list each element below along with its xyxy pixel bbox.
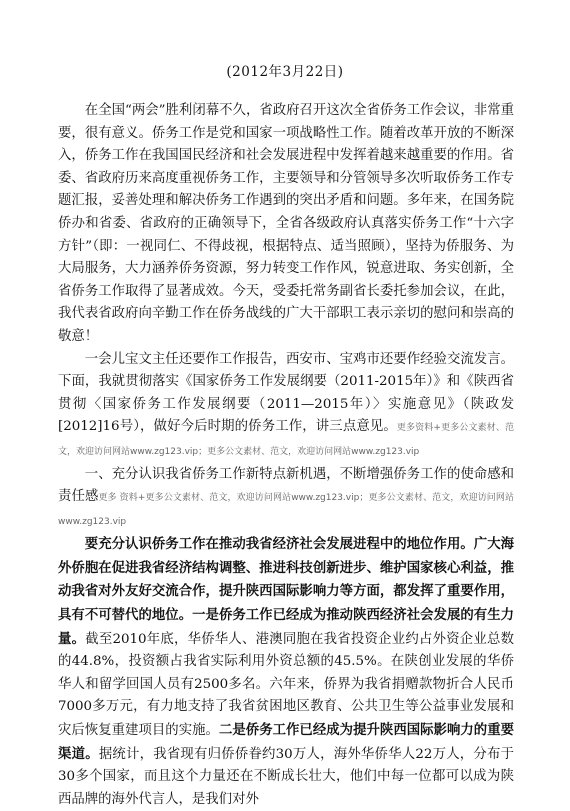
paragraph-intro: 在全国“两会”胜利闭幕不久，省政府召开这次全省侨务工作会议，非常重要，很有意义。侨务工作是党和国家一项战略性工作。随着改革开放的不断深入，侨务工作在我国国民经济和社会发展进程中发挥着越来越重要的作用。省委、省政府历来高度重视侨务工作，主要领导和分管领导多次听取侨务工作专题汇报，妥善处理和解决侨务工作遇到的突出矛盾和问题。多年来，在国务院侨办和省委、省政府的正确领导下，全省各级政府认真落实侨务工作“十六字方针”（即：一视同仁、不得歧视，根据特点、适当照顾），坚持为侨服务、为大局服务，大力涵养侨务资源，努力转变工作作风，锐意进取、务实创新，全省侨务工作取得了显著成效。今天，受委托常务副省长委托参加会议，在此，我代表省政府向辛勤工作在侨务战线的广大干部职工表示亲切的慰问和崇高的敬意！ bbox=[58, 103, 514, 344]
paragraph-outline bbox=[58, 349, 514, 464]
paragraph-outline-text: 一会儿宝文主任还要作工作报告，西安市、宝鸡市还要作经验交流发言。下面，我就贯彻落实《国家侨务工作发展纲要（2011-2015年）》和《陕西省贯彻〈国家侨务工作发展纲要（2011—2015年）〉实施意见》（陕政发[2012]16号），做好今后时期的侨务工作，讲三点意见。 bbox=[58, 351, 514, 435]
paragraph-role-text: 截至2010年底，华侨华人、港澳同胞在我省投资企业约占外资企业总数的44.8%，投资额占我省实际利用外资总额的45.5%。在陕创业发展的华侨华人和留学回国人员有2500多名。六年来，侨界为我省捐赠款物折合人民币7000多万元，有力地支持了我省贫困地区教育、公共卫生等公益事业发展和灾后恢复重建项目的实施。 bbox=[58, 631, 515, 739]
section-heading-text: 一、充分认识我省侨务工作新特点新机遇，不断增强侨务工作的使命感和责任感 bbox=[58, 466, 514, 505]
bold-sentence: 要充分认识侨务工作在推动我省经济社会发展进程中的地位作用。广大海外侨胞在促进我省经济结构调整、推进科技创新进步、维护国家核心利益，推动我省对外友好交流合作，提升陕西国际影响力等方面，都发挥了重要作用，具有不可替代的地位。一是侨务工作已经成为推动陕西经济社会发展的有生力量。 bbox=[58, 536, 514, 647]
document-body bbox=[58, 100, 514, 811]
paragraph-role-text-continued: 据统计，我省现有归侨侨眷约30万人，海外华侨华人22万人，分布于30多个国家，而且这个力量还在不断成长壮大，他们中每一位都可以成为陕西品牌的海外代言人，是我们对外 bbox=[58, 746, 514, 807]
document-date: (2012年3月22日) bbox=[226, 64, 344, 80]
paragraph-role bbox=[58, 533, 514, 811]
bold-sentence: 二是侨务工作已经成为提升陕西国际影响力的重要渠道。 bbox=[58, 722, 515, 762]
watermark-text: 更多资料+更多公文素材、范文，欢迎访问网站www.zg123.vip；更多公文素材、范文，欢迎访问网站www.zg123.vip bbox=[58, 423, 514, 457]
watermark-text: 更多 资料+更多公文素材、范文，欢迎访问网站www.zg123.vip；更多公文素材、范文，欢迎访问网站www.zg123.vip bbox=[58, 493, 515, 527]
section-heading-one bbox=[58, 464, 514, 534]
